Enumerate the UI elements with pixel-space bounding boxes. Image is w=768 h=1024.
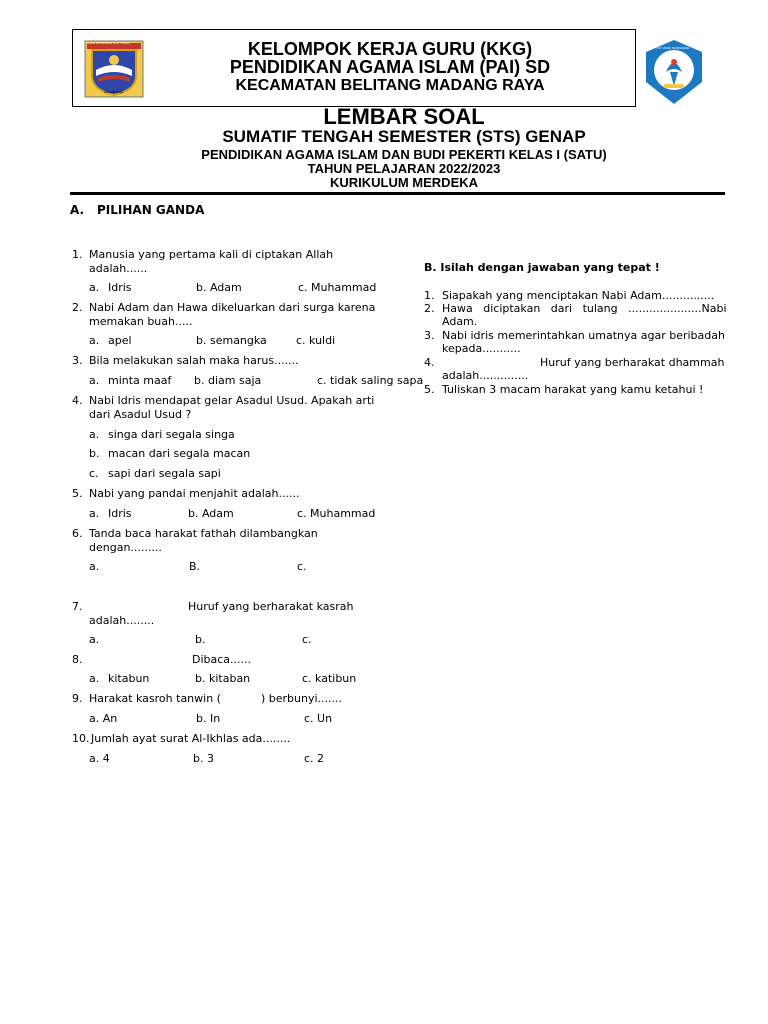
- q10-option-c: c. 2: [304, 752, 325, 765]
- q8-option-a: kitabun: [108, 672, 150, 685]
- exam-title: SUMATIF TENGAH SEMESTER (STS) GENAP: [222, 127, 586, 146]
- q4-option-a: singa dari segala singa: [108, 428, 235, 441]
- q6-option-b: B.: [189, 560, 201, 573]
- q4-line1: Nabi Idris mendapat gelar Asadul Usud. Apakah arti: [89, 394, 375, 407]
- q4-option-b-letter: b.: [89, 447, 100, 460]
- q5-option-b: b. Adam: [188, 507, 234, 520]
- q8-option-c: c. katibun: [302, 672, 357, 685]
- b4-line2: adalah..............: [442, 369, 529, 382]
- header-line-2: PENDIDIKAN AGAMA ISLAM (PAI) SD: [229, 57, 551, 77]
- section-a-title: PILIHAN GANDA: [97, 203, 205, 217]
- q8-option-a-letter: a.: [89, 672, 100, 685]
- q2-line2: memakan buah.....: [89, 315, 193, 328]
- q9-number: 9.: [72, 692, 83, 705]
- q4-option-c: sapi dari segala sapi: [108, 467, 221, 480]
- b5-line1: Tuliskan 3 macam harakat yang kamu ketahui !: [442, 383, 704, 396]
- q5-option-c: c. Muhammad: [297, 507, 376, 520]
- q3-number: 3.: [72, 354, 83, 367]
- q7-option-b: b.: [195, 633, 206, 646]
- b5-number: 5.: [424, 383, 435, 396]
- q3-option-a-letter: a.: [89, 374, 100, 387]
- q1-line1: Manusia yang pertama kali di ciptakan Allah: [89, 248, 334, 261]
- q1-option-a-letter: a.: [89, 281, 100, 294]
- b3-line1: Nabi idris memerintahkan umatnya agar beribadah: [442, 329, 725, 342]
- section-a-letter: A.: [70, 203, 85, 217]
- q10-option-a: a. 4: [89, 752, 110, 765]
- q2-option-b: b. semangka: [196, 334, 267, 347]
- b2-line1: Hawa diciptakan dari tulang .....................Nabi: [442, 302, 727, 315]
- q1-option-a: Idris: [108, 281, 132, 294]
- b4-line1: Huruf yang berharakat dhammah: [540, 356, 725, 369]
- b4-number: 4.: [424, 356, 435, 369]
- q2-option-a-letter: a.: [89, 334, 100, 347]
- q2-line1: Nabi Adam dan Hawa dikeluarkan dari surga karena: [89, 301, 376, 314]
- header-line-1: KELOMPOK KERJA GURU (KKG): [247, 39, 533, 59]
- q4-option-a-letter: a.: [89, 428, 100, 441]
- b1-line1: Siapakah yang menciptakan Nabi Adam...............: [442, 289, 715, 302]
- q9-option-b: b. In: [196, 712, 221, 725]
- q5-number: 5.: [72, 487, 83, 500]
- q6-line2: dengan.........: [89, 541, 162, 554]
- header-line-3: KECAMATAN BELITANG MADANG RAYA: [235, 77, 545, 94]
- q10-number: 10.: [72, 732, 90, 745]
- q5-option-a-letter: a.: [89, 507, 100, 520]
- curriculum: KURIKULUM MERDEKA: [329, 175, 479, 190]
- q2-number: 2.: [72, 301, 83, 314]
- q6-option-a: a.: [89, 560, 100, 573]
- right-logo-text: TUT WURI HANDAYANI: [656, 46, 690, 50]
- page-title: LEMBAR SOAL: [323, 104, 485, 129]
- q10-option-b: b. 3: [193, 752, 214, 765]
- q7-option-c: c.: [302, 633, 312, 646]
- q5-line1: Nabi yang pandai menjahit adalah......: [89, 487, 300, 500]
- school-year: TAHUN PELAJARAN 2022/2023: [307, 161, 501, 176]
- q7-line1: Huruf yang berharakat kasrah: [188, 600, 354, 613]
- q3-option-c: c. tidak saling sapa: [317, 374, 424, 387]
- q6-number: 6.: [72, 527, 83, 540]
- q5-option-a: Idris: [108, 507, 132, 520]
- q2-option-c: c. kuldi: [296, 334, 336, 347]
- section-b-title: B. Isilah dengan jawaban yang tepat !: [424, 261, 660, 274]
- q10-line1: Jumlah ayat surat Al-Ikhlas ada........: [91, 732, 291, 745]
- b2-number: 2.: [424, 302, 435, 315]
- q1-number: 1.: [72, 248, 83, 261]
- q8-option-b: b. kitaban: [195, 672, 251, 685]
- q7-option-a: a.: [89, 633, 100, 646]
- q1-option-c: c. Muhammad: [298, 281, 377, 294]
- q3-line1: Bila melakukan salah maka harus.......: [89, 354, 299, 367]
- left-logo-bottom-text: ORGAN BAJA: [104, 90, 124, 94]
- q1-line2: adalah......: [89, 262, 148, 275]
- title-divider: [70, 192, 725, 195]
- q9-line1-end: ) berbunyi.......: [261, 692, 343, 705]
- q1-option-b: b. Adam: [196, 281, 242, 294]
- q9-option-c: c. Un: [304, 712, 333, 725]
- q3-option-a: minta maaf: [108, 374, 172, 387]
- b3-line2: kepada...........: [442, 342, 521, 355]
- left-logo-top-text: OGAN KOMERING ULU TIMUR: [86, 41, 130, 45]
- q3-option-b: b. diam saja: [194, 374, 262, 387]
- b1-number: 1.: [424, 289, 435, 302]
- q4-option-c-letter: c.: [89, 467, 99, 480]
- q8-number: 8.: [72, 653, 83, 666]
- q6-line1: Tanda baca harakat fathah dilambangkan: [89, 527, 318, 540]
- q8-line1: Dibaca......: [192, 653, 252, 666]
- q7-number: 7.: [72, 600, 83, 613]
- b3-number: 3.: [424, 329, 435, 342]
- subject-title: PENDIDIKAN AGAMA ISLAM DAN BUDI PEKERTI KELAS I (SATU): [201, 147, 607, 162]
- q4-line2: dari Asadul Usud ?: [89, 408, 192, 421]
- q4-number: 4.: [72, 394, 83, 407]
- q9-line1: Harakat kasroh tanwin (: [89, 692, 221, 705]
- q7-line2: adalah........: [89, 614, 155, 627]
- q2-option-a: apel: [108, 334, 132, 347]
- q4-option-b: macan dari segala macan: [108, 447, 251, 460]
- b2-line2: Adam.: [442, 315, 478, 328]
- q6-option-c: c.: [297, 560, 307, 573]
- q9-option-a: a. An: [89, 712, 118, 725]
